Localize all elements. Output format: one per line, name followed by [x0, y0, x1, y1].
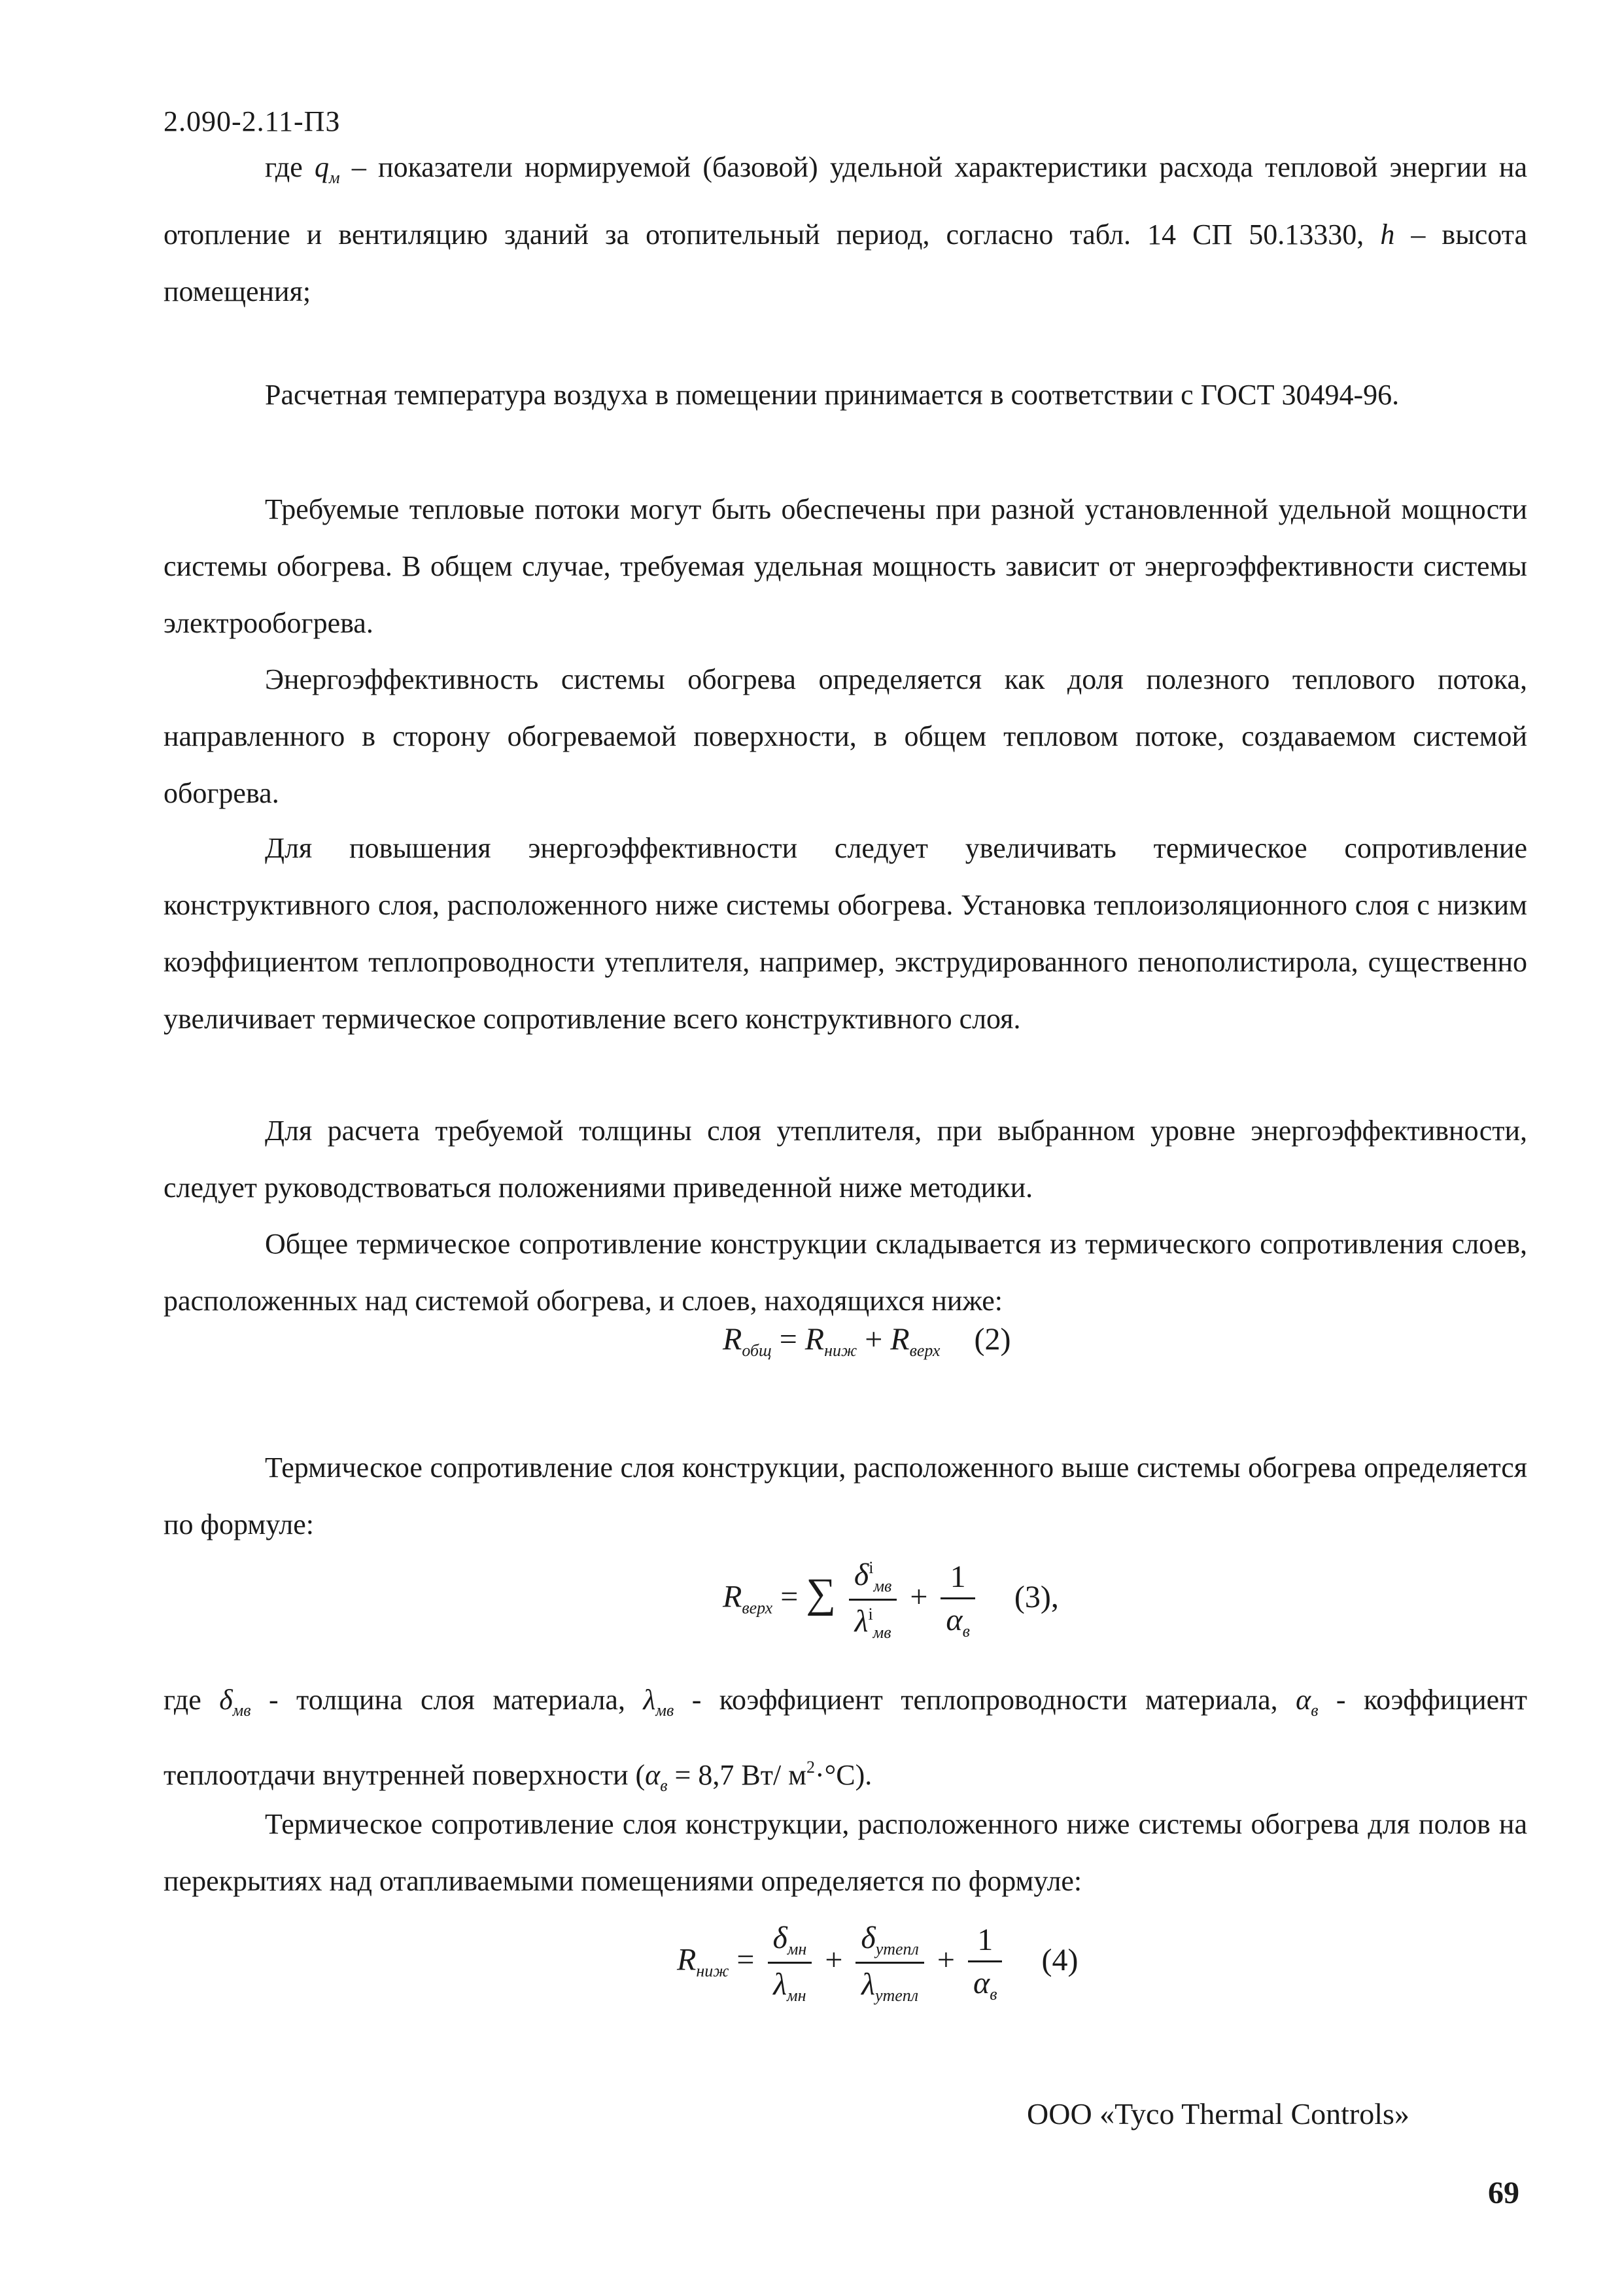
- lambda-symbol: λ: [773, 1967, 787, 2002]
- formula-operator: +: [825, 1942, 843, 1977]
- formula-operator: +: [865, 1322, 883, 1357]
- fraction-one-alpha: [941, 1559, 975, 1641]
- delta-symbol: δ: [772, 1921, 787, 1955]
- fraction-delta-lambda: [849, 1557, 897, 1643]
- paragraph-energy-efficiency: Энергоэффективность системы обогрева определяется как доля полезного теплового потока, направленного в сторону обогреваемой поверхности, в общем тепловом потоке, создаваемом системой обогрева.: [164, 663, 1527, 809]
- formula-subscript: мв: [655, 1701, 674, 1720]
- formula-subscript: верх: [909, 1341, 941, 1360]
- text-fragment: – показатели нормируемой (базовой) удельной характеристики расхода тепловой энергии на отопление и вентиляцию зданий за отопительный период, согласно табл. 14 СП 50.13330,: [164, 151, 1527, 251]
- paragraph-lower-layer: Термическое сопротивление слоя конструкции, расположенного ниже системы обогрева для полов на перекрытиях над отапливаемыми помещениями определяется по формуле:: [164, 1808, 1527, 1897]
- var-h: h: [1380, 218, 1395, 251]
- paragraph-definitions: [164, 139, 1527, 320]
- formula-3: [723, 1557, 1059, 1643]
- paragraph-variable-definitions: [164, 1671, 1527, 1814]
- formula-superscript: i: [868, 1605, 873, 1624]
- equation-number: (2): [974, 1322, 1011, 1357]
- page-number: 69: [1488, 2176, 1519, 2210]
- equation-number: (4): [1041, 1942, 1079, 1977]
- var-q: q: [315, 151, 329, 183]
- formula-subscript: в: [1311, 1701, 1319, 1720]
- formula-numerator: 1: [941, 1559, 975, 1599]
- lambda-symbol: λ: [643, 1684, 656, 1716]
- formula-subscript: ниж: [696, 1961, 729, 1981]
- formula-operator: =: [736, 1942, 755, 1977]
- formula-numerator: 1: [968, 1922, 1003, 1962]
- formula-subscript: в: [990, 1984, 997, 2004]
- formula-superscript: i: [869, 1558, 874, 1577]
- text-fragment: где: [164, 1684, 220, 1716]
- equation-number: (3),: [1014, 1579, 1059, 1614]
- formula-subscript: мв: [872, 1623, 891, 1642]
- formula-subscript: утепл: [874, 1986, 919, 2005]
- delta-symbol: δ: [861, 1921, 876, 1955]
- formula-symbol: R: [890, 1322, 910, 1357]
- text-fragment: - коэффициент теплоотдачи внутренней поверхности (: [164, 1684, 1527, 1791]
- lambda-symbol: λ: [854, 1604, 869, 1639]
- paragraph-thermal-resistance: Для повышения энергоэффективности следует увеличивать термическое сопротивление конструктивного слоя, расположенного ниже системы обогрева. Установка теплоизоляционного слоя с низким коэффициентом теплопроводности утеплителя, например, экструдированного пенополистирола, существенно увеличивает термическое сопротивление всего конструктивного слоя.: [164, 832, 1527, 1035]
- formula-symbol: R: [723, 1322, 742, 1357]
- formula-symbol: R: [804, 1322, 825, 1357]
- text-fragment: ·°С).: [815, 1759, 872, 1791]
- formula-symbol: R: [723, 1579, 742, 1614]
- text-fragment: где: [265, 151, 315, 183]
- formula-subscript: мн: [787, 1986, 806, 2005]
- paragraph-total-resistance: Общее термическое сопротивление конструкции складывается из термического сопротивления слоев, расположенных над системой обогрева, и слоев, находящихся ниже:: [164, 1228, 1527, 1317]
- text-fragment: - толщина слоя материала,: [251, 1684, 644, 1716]
- paragraph-heat-flows: Требуемые тепловые потоки могут быть обеспечены при разной установленной удельной мощности системы обогрева. В общем случае, требуемая удельная мощность зависит от энергоэффективности системы электрообогрева.: [164, 493, 1527, 639]
- text-fragment: – высота помещения;: [164, 218, 1528, 307]
- fraction-delta-utepl: [855, 1920, 924, 2006]
- alpha-symbol: α: [1296, 1684, 1311, 1716]
- formula-subscript: мв: [232, 1701, 251, 1720]
- formula-4: [677, 1920, 1078, 2006]
- fraction-one-alpha: [968, 1922, 1003, 2004]
- footer-company: ООО «Tyco Thermal Controls»: [1027, 2097, 1409, 2131]
- formula-subscript: ниж: [824, 1341, 857, 1360]
- formula-operator: +: [910, 1579, 928, 1614]
- delta-symbol: δ: [854, 1557, 869, 1592]
- paragraph-air-temperature: Расчетная температура воздуха в помещении принимается в соответствии с ГОСТ 30494-96.: [265, 379, 1400, 411]
- formula-subscript: общ: [742, 1341, 772, 1360]
- formula-operator: =: [779, 1322, 797, 1357]
- formula-subscript: мн: [787, 1939, 807, 1958]
- paragraph-upper-layer: Термическое сопротивление слоя конструкции, расположенного выше системы обогрева определяется по формуле:: [164, 1452, 1527, 1540]
- paragraph-calculation: Для расчета требуемой толщины слоя утеплителя, при выбранном уровне энергоэффективности, следует руководствоваться положениями приведенной ниже методики.: [164, 1115, 1527, 1204]
- alpha-symbol: α: [645, 1759, 661, 1791]
- fraction-delta-mn: [768, 1920, 812, 2006]
- formula-2: [723, 1321, 1011, 1361]
- formula-operator: +: [937, 1942, 955, 1977]
- formula-symbol: R: [677, 1942, 697, 1977]
- formula-subscript: верх: [742, 1598, 773, 1618]
- text-fragment: - коэффициент теплопроводности материала,: [674, 1684, 1296, 1716]
- formula-subscript: в: [660, 1776, 668, 1795]
- var-q-subscript: м: [329, 168, 340, 187]
- formula-operator: =: [780, 1579, 799, 1614]
- formula-subscript: мв: [873, 1576, 892, 1595]
- alpha-symbol: α: [973, 1965, 990, 2000]
- lambda-symbol: λ: [861, 1967, 875, 2002]
- formula-superscript: 2: [806, 1758, 816, 1777]
- sum-symbol: ∑: [806, 1569, 836, 1616]
- delta-symbol: δ: [219, 1684, 233, 1716]
- alpha-symbol: α: [946, 1602, 963, 1637]
- text-fragment: = 8,7 Вт/ м: [667, 1759, 807, 1791]
- formula-subscript: в: [962, 1621, 970, 1641]
- formula-subscript: утепл: [875, 1939, 919, 1958]
- document-code: 2.090-2.11-ПЗ: [164, 105, 341, 137]
